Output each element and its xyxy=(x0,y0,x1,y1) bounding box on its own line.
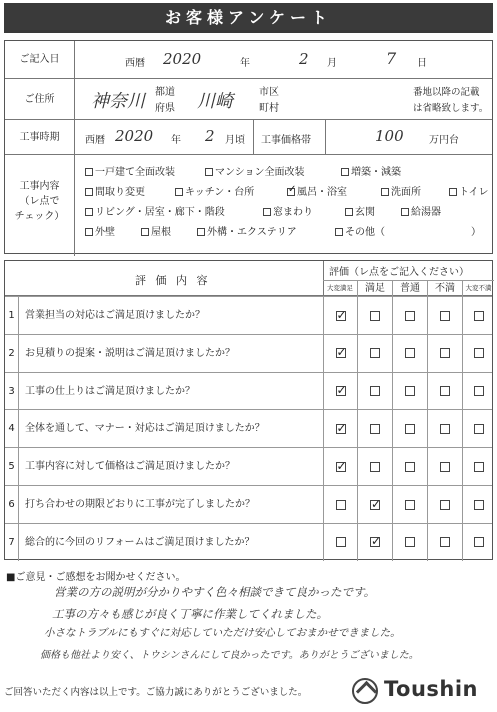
rating-cell xyxy=(462,524,494,561)
question-number: 7 xyxy=(5,524,19,561)
rating-checkbox[interactable] xyxy=(405,386,415,396)
evaluation-header xyxy=(5,261,492,296)
question-row xyxy=(5,485,492,523)
rating-cell xyxy=(392,524,427,561)
customer-info-table xyxy=(4,40,493,254)
work-option-checkbox[interactable] xyxy=(197,228,205,236)
rating-checkbox[interactable] xyxy=(370,311,380,321)
question-number: 1 xyxy=(5,297,19,334)
price-divider xyxy=(253,120,254,155)
date-year-value: 2020 xyxy=(163,50,202,68)
work-option-checkbox[interactable] xyxy=(85,188,93,196)
question-text: 打ち合わせの期限どおりに工事が完了しましたか？ xyxy=(25,499,255,510)
question-row xyxy=(5,372,492,410)
rating-checkbox[interactable] xyxy=(440,424,450,434)
work-option[interactable] xyxy=(345,203,375,218)
rating-checkbox[interactable] xyxy=(370,386,380,396)
rating-cell xyxy=(392,410,427,447)
date-era: 西暦 xyxy=(125,58,145,69)
rating-cell xyxy=(462,335,494,372)
question-row xyxy=(5,296,492,334)
price-unit: 万円台 xyxy=(429,135,459,146)
work-option-label: その他（ xyxy=(345,227,385,238)
rating-cell xyxy=(357,448,392,485)
work-option-label: 間取り変更 xyxy=(95,187,145,198)
rating-cell xyxy=(462,448,494,485)
rating-checkbox[interactable] xyxy=(440,348,450,358)
page-title: お客様アンケート xyxy=(4,3,493,33)
question-number: 5 xyxy=(5,448,19,485)
work-option[interactable] xyxy=(341,163,401,178)
question-text: お見積りの提案・説明はご満足頂けましたか？ xyxy=(25,347,235,359)
rating-checkbox[interactable] xyxy=(370,424,380,434)
rating-checkbox[interactable] xyxy=(474,424,484,434)
rating-checkbox[interactable] xyxy=(474,537,484,547)
rating-checkbox[interactable] xyxy=(405,311,415,321)
work-option-label: トイレ xyxy=(459,187,489,198)
price-label: 工事価格帯 xyxy=(261,135,311,146)
rating-checkbox[interactable] xyxy=(474,500,484,510)
rating-checkbox[interactable] xyxy=(405,462,415,472)
date-year-unit: 年 xyxy=(240,58,250,69)
rating-cell xyxy=(323,410,357,447)
work-option-checkbox[interactable] xyxy=(287,188,295,196)
rating-cell xyxy=(427,448,462,485)
brand-logo-text: Toushin xyxy=(384,677,479,701)
rating-checkbox[interactable] xyxy=(440,537,450,547)
rating-cell xyxy=(427,335,462,372)
date-month-unit: 月 xyxy=(327,58,337,69)
rating-cell xyxy=(392,297,427,334)
work-option-label: 風呂・浴室 xyxy=(297,187,347,198)
question-row xyxy=(5,447,492,485)
address-pref-unit-1: 都道 xyxy=(155,87,175,98)
work-option-checkbox[interactable] xyxy=(341,168,349,176)
rating-checkbox[interactable] xyxy=(336,424,346,434)
period-month-unit: 月頃 xyxy=(225,135,245,146)
work-option-checkbox[interactable] xyxy=(85,168,93,176)
address-city: 川崎 xyxy=(197,91,233,112)
footer-note: ご回答いただく内容は以上です。ご協力誠にありがとうございました。 xyxy=(4,687,308,698)
rating-checkbox[interactable] xyxy=(370,348,380,358)
work-option[interactable] xyxy=(85,163,175,178)
rating-checkbox[interactable] xyxy=(405,424,415,434)
question-text: 総合的に今回のリフォームはご満足頂けましたか？ xyxy=(25,536,255,548)
rating-cell xyxy=(427,486,462,523)
work-other-close: ） xyxy=(471,227,481,238)
rating-cell xyxy=(427,410,462,447)
work-option-label: 給湯器 xyxy=(411,207,441,218)
rating-cell xyxy=(357,297,392,334)
period-month-value: 2 xyxy=(205,127,215,145)
work-option[interactable] xyxy=(175,183,254,198)
rating-checkbox[interactable] xyxy=(370,500,380,510)
question-row xyxy=(5,334,492,372)
rating-checkbox[interactable] xyxy=(336,462,346,472)
work-option-checkbox[interactable] xyxy=(205,168,213,176)
period-era: 西暦 xyxy=(85,135,105,146)
work-option[interactable] xyxy=(85,183,145,198)
date-day-value: 7 xyxy=(386,49,397,68)
address-city-unit-1: 市区 xyxy=(259,87,279,98)
question-number: 2 xyxy=(5,335,19,372)
work-option[interactable] xyxy=(197,223,297,238)
work-option-checkbox[interactable] xyxy=(345,208,353,216)
work-option[interactable] xyxy=(85,203,225,218)
rating-checkbox[interactable] xyxy=(474,311,484,321)
house-circle-icon xyxy=(352,678,378,704)
rating-column-header: 普通 xyxy=(392,280,427,296)
work-option[interactable] xyxy=(287,183,347,198)
brand-logo xyxy=(352,676,492,706)
work-option-label: 屋根 xyxy=(151,227,171,238)
rating-cell xyxy=(392,335,427,372)
address-row xyxy=(5,78,492,119)
work-option-label: 窓まわり xyxy=(273,207,313,218)
work-row xyxy=(5,154,492,255)
evaluation-table xyxy=(4,260,493,560)
rating-cell xyxy=(427,524,462,561)
comments-label: ■ご意見・ご感想をお聞かせください。 xyxy=(6,572,186,583)
comments-section xyxy=(4,568,493,668)
question-number: 6 xyxy=(5,486,19,523)
comment-line-1: 営業の方の説明が分かりやすく色々相談できて良かったです。 xyxy=(54,585,376,599)
work-option-label: 一戸建て全面改装 xyxy=(95,167,175,178)
rating-column-header: 大変不満 xyxy=(462,280,494,296)
period-label: 工事時期 xyxy=(5,120,75,155)
period-year-unit: 年 xyxy=(171,135,181,146)
rating-cell xyxy=(323,373,357,410)
work-option-checkbox[interactable] xyxy=(401,208,409,216)
rating-cell xyxy=(323,524,357,561)
rating-cell xyxy=(392,373,427,410)
comment-line-3: 小さなトラブルにもすぐに対応していただけ安心しておまかせできました。 xyxy=(44,627,401,639)
rating-cell xyxy=(462,373,494,410)
question-text: 工事の仕上りはご満足頂けましたか？ xyxy=(25,385,195,397)
date-day-unit: 日 xyxy=(417,58,427,69)
rating-cell xyxy=(323,335,357,372)
question-number: 4 xyxy=(5,410,19,447)
rating-cell xyxy=(392,486,427,523)
rating-checkbox[interactable] xyxy=(336,537,346,547)
date-label: ご記入日 xyxy=(5,41,75,78)
work-option-checkbox[interactable] xyxy=(449,188,457,196)
question-row xyxy=(5,409,492,447)
work-option-label: 洗面所 xyxy=(391,187,421,198)
rating-checkbox[interactable] xyxy=(405,348,415,358)
work-option-checkbox[interactable] xyxy=(175,188,183,196)
rating-checkbox[interactable] xyxy=(405,537,415,547)
rating-cell xyxy=(462,486,494,523)
address-prefecture: 神奈川 xyxy=(91,91,145,112)
work-option[interactable] xyxy=(401,203,441,218)
rating-cell xyxy=(427,373,462,410)
rating-cell xyxy=(462,297,494,334)
rating-column-header: 大変満足 xyxy=(323,280,357,296)
work-option-checkbox[interactable] xyxy=(335,228,343,236)
work-option-label: 外壁 xyxy=(95,227,115,238)
address-pref-unit-2: 府県 xyxy=(155,103,175,114)
comment-line-4: 価格も他社より安く、トウシンさんにして良かったです。ありがとうございました。 xyxy=(40,650,419,661)
work-option-checkbox[interactable] xyxy=(263,208,271,216)
price-divider-2 xyxy=(325,120,326,155)
work-label-line-3: チェック） xyxy=(14,211,65,222)
work-option-checkbox[interactable] xyxy=(141,228,149,236)
work-option-checkbox[interactable] xyxy=(85,208,93,216)
question-number: 3 xyxy=(5,373,19,410)
address-note-2: は省略致します。 xyxy=(413,103,489,114)
rating-column-header: 不満 xyxy=(427,280,462,296)
rating-checkbox[interactable] xyxy=(405,500,415,510)
rating-checkbox[interactable] xyxy=(336,386,346,396)
question-text: 営業担当の対応はご満足頂けましたか？ xyxy=(25,310,205,321)
question-row xyxy=(5,523,492,561)
work-option[interactable] xyxy=(205,163,305,178)
address-label: ご住所 xyxy=(5,79,75,120)
period-year-value: 2020 xyxy=(115,127,154,145)
work-option-checkbox[interactable] xyxy=(381,188,389,196)
rating-checkbox[interactable] xyxy=(440,462,450,472)
work-option[interactable] xyxy=(335,223,385,238)
work-option-label: 増築・減築 xyxy=(351,167,401,178)
work-option-label: キッチン・台所 xyxy=(185,187,255,198)
rating-checkbox[interactable] xyxy=(336,311,346,321)
work-option-label: 玄関 xyxy=(355,207,375,218)
work-option[interactable] xyxy=(263,203,313,218)
rating-checkbox[interactable] xyxy=(474,348,484,358)
address-city-unit-2: 町村 xyxy=(259,103,279,114)
rating-cell xyxy=(323,486,357,523)
rating-column-header: 満足 xyxy=(357,280,392,296)
rating-checkbox[interactable] xyxy=(440,386,450,396)
work-option[interactable] xyxy=(141,223,171,238)
question-text: 工事内容に対して価格はご満足頂けましたか？ xyxy=(25,461,235,473)
rating-checkbox[interactable] xyxy=(370,462,380,472)
work-option[interactable] xyxy=(449,183,489,198)
evaluation-rating-header: 評価（レ点をご記入ください） xyxy=(329,267,469,278)
rating-cell xyxy=(357,410,392,447)
rating-cell xyxy=(357,373,392,410)
work-option-label: マンション全面改装 xyxy=(215,167,305,178)
price-value: 100 xyxy=(375,127,404,145)
rating-cell xyxy=(357,486,392,523)
rating-cell xyxy=(427,297,462,334)
rating-cell xyxy=(323,297,357,334)
rating-checkbox[interactable] xyxy=(440,500,450,510)
period-row xyxy=(5,119,492,154)
work-option-label: 外構・エクステリア xyxy=(207,227,297,238)
work-option-label: リビング・居室・廊下・階段 xyxy=(95,207,225,218)
rating-checkbox[interactable] xyxy=(474,462,484,472)
work-option[interactable] xyxy=(85,223,115,238)
rating-cell xyxy=(357,335,392,372)
date-month-value: 2 xyxy=(299,50,309,68)
rating-checkbox[interactable] xyxy=(336,348,346,358)
work-label xyxy=(5,155,75,256)
rating-cell xyxy=(462,410,494,447)
rating-cell xyxy=(392,448,427,485)
rating-checkbox[interactable] xyxy=(370,537,380,547)
rating-cell xyxy=(357,524,392,561)
address-note-1: 番地以降の記載 xyxy=(413,87,480,98)
work-option-checkbox[interactable] xyxy=(85,228,93,236)
work-label-line-1: 工事内容 xyxy=(19,181,60,192)
rating-checkbox[interactable] xyxy=(474,386,484,396)
comment-line-2: 工事の方々も感じが良く丁寧に作業してくれました。 xyxy=(52,607,328,621)
evaluation-content-header: 評 価 内 容 xyxy=(135,274,211,287)
rating-checkbox[interactable] xyxy=(440,311,450,321)
rating-checkbox[interactable] xyxy=(336,500,346,510)
work-option[interactable] xyxy=(381,183,421,198)
work-label-line-2: （レ点で xyxy=(19,196,60,207)
rating-cell xyxy=(323,448,357,485)
question-text: 全体を通して、マナー・対応はご満足頂けましたか？ xyxy=(25,423,265,435)
